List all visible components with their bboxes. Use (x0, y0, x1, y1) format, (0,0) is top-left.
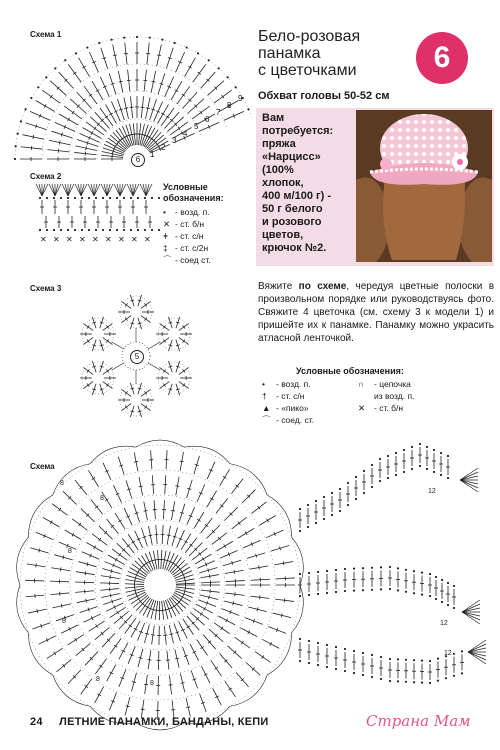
materials-line: Вам (262, 112, 285, 124)
scheme1-label: Схема 1 (30, 30, 62, 39)
svg-text:✕: ✕ (79, 235, 86, 244)
legend-1-item: - ст. б/н (175, 219, 205, 229)
chain-loop-symbol-icon: ∩ (358, 379, 365, 389)
main-scheme-number: 8 (60, 480, 64, 487)
double-crochet-symbol-icon: † (262, 391, 267, 401)
head-size-subtitle: Обхват головы 50-52 см (258, 90, 390, 102)
legend-2-item: из возд. п. (374, 391, 415, 401)
svg-text:✕: ✕ (40, 235, 47, 244)
main-scheme-number: 12 (428, 488, 436, 495)
legend-1-item: - возд. п. (175, 207, 210, 217)
instructions-intro: Вяжите (258, 281, 299, 292)
scheme3-center-number: 5 (130, 350, 144, 364)
title-line: с цветочками (258, 62, 357, 79)
legend-1-title: Условные обозначения: (163, 182, 224, 203)
instructions-body: , чередуя цветные полоски в произвольном порядке или руководствуясь фото. Свяжите 4 цветочка (см. схему 3 к модели 1) и пришейте их к панамке. Панамку можно украсить атласной ленточкой. (258, 281, 495, 344)
svg-text:✕: ✕ (144, 235, 151, 244)
chain-symbol-icon: • (262, 379, 265, 389)
legend-2-title: Условные обозначения: (296, 366, 404, 376)
scheme1-row-number: 5 (194, 122, 199, 131)
treble-crochet-symbol-icon: ‡ (163, 243, 168, 253)
instructions-bold: по схеме (298, 281, 347, 292)
svg-text:✕: ✕ (118, 235, 125, 244)
picot-symbol-icon: ▲ (262, 403, 271, 413)
legend-2-item: - цепочка (374, 379, 411, 389)
materials-line: «Нарцисс» (262, 151, 321, 163)
scheme1-row-number: 8 (227, 101, 232, 110)
main-scheme-number: 8 (100, 495, 104, 502)
scheme1-row-number: 4 (183, 129, 188, 138)
materials-line: цветов, (262, 229, 304, 241)
materials-line: и розового (262, 216, 322, 228)
model-number-badge: 6 (416, 32, 468, 84)
page-footer (30, 716, 268, 728)
main-scheme-label: Схема (30, 462, 55, 471)
legend-2-item: - соед. ст. (276, 415, 315, 425)
title-line: панамка (258, 45, 321, 62)
scheme1-row-number: 2 (161, 143, 166, 152)
materials-line: (100% (262, 164, 294, 176)
page-number: 24 (30, 716, 43, 728)
slip-stitch-symbol-icon: ⌒ (262, 415, 271, 425)
scheme3-label: Схема 3 (30, 284, 62, 293)
double-crochet-symbol-icon: ǂ (163, 231, 168, 241)
scheme1-row-number: 1 (150, 150, 155, 159)
section-title: ЛЕТНИЕ ПАНАМКИ, БАНДАНЫ, КЕПИ (59, 716, 269, 728)
legend-2-item: - возд. п. (276, 379, 311, 389)
legend-2-item: - «пико» (276, 403, 309, 413)
legend-1-item: - ст. с/2н (175, 243, 209, 253)
materials-line: пряжа (262, 138, 296, 150)
single-crochet-symbol-icon: ✕ (358, 403, 366, 413)
materials-line: потребуется: (262, 125, 334, 137)
main-scheme-number: 8 (68, 548, 72, 555)
svg-text:✕: ✕ (92, 235, 99, 244)
scheme1-row-number: 7 (216, 108, 221, 117)
main-scheme-number: 8 (96, 676, 100, 683)
legend-2-item: - ст. б/н (374, 403, 404, 413)
main-scheme-number: 12 (444, 650, 452, 657)
legend-1-item: - соед ст. (175, 255, 211, 265)
site-watermark: Страна Мам (366, 712, 471, 730)
materials-line: 50 г белого (262, 203, 323, 215)
chain-symbol-icon: • (163, 207, 166, 217)
svg-text:✕: ✕ (66, 235, 73, 244)
main-scheme-number: 8 (150, 680, 154, 687)
svg-text:✕: ✕ (53, 235, 60, 244)
scheme2-label: Схема 2 (30, 172, 62, 181)
scheme1-center-number: 6 (131, 153, 145, 167)
main-scheme-number: 8 (62, 618, 66, 625)
materials-line: 400 м/100 г) - (262, 190, 331, 202)
materials-line: хлопок, (262, 177, 304, 189)
scheme1-row-number: 6 (205, 115, 210, 124)
scheme1-row-number: 3 (172, 136, 177, 145)
title-line: Бело-розовая (258, 28, 361, 45)
main-scheme-number: 12 (440, 620, 448, 627)
legend-2-item: - ст. с/н (276, 391, 305, 401)
materials-line: крючок №2. (262, 242, 327, 254)
svg-text:✕: ✕ (131, 235, 138, 244)
single-crochet-symbol-icon: ✕ (163, 219, 171, 229)
legend-1-item: - ст. с/н (175, 231, 204, 241)
scheme1-row-number: 9 (238, 94, 243, 103)
svg-text:✕: ✕ (105, 235, 112, 244)
slip-stitch-symbol-icon: ⌒ (163, 255, 172, 265)
